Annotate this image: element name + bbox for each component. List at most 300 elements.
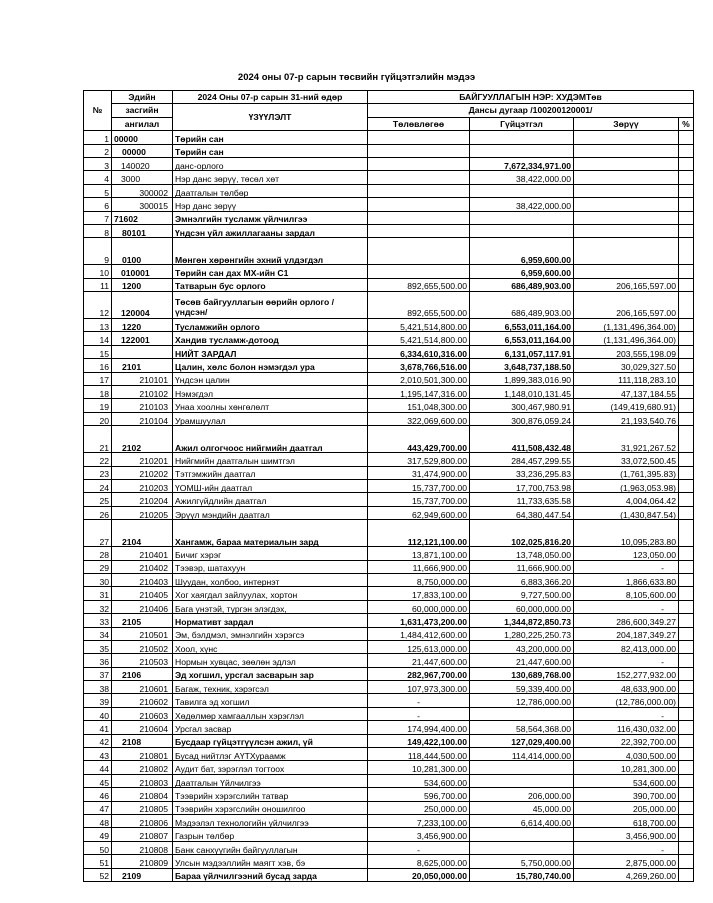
row-pct — [679, 801, 694, 814]
row-code: 00000 — [112, 144, 173, 157]
row-number: 15 — [84, 345, 112, 358]
row-diff — [574, 131, 679, 144]
table-row — [84, 600, 694, 613]
row-plan: 21,447,600.00 — [368, 654, 470, 667]
row-name: Урамшуулал — [173, 412, 368, 425]
header-pct: % — [679, 117, 694, 130]
table-row — [84, 841, 694, 854]
header-plan: Төлөвлөгөө — [368, 117, 470, 130]
table-row — [84, 761, 694, 774]
row-number: 7 — [84, 211, 112, 224]
row-code: 210203 — [112, 479, 173, 492]
row-name: Нэр данс зөрүү — [173, 198, 368, 211]
row-code: 210804 — [112, 788, 173, 801]
row-plan: 596,700.00 — [368, 788, 470, 801]
row-name: Төсөв байгууллагын өөрийн орлого /үндсэн/ — [173, 292, 368, 319]
row-name: Тээвэр, шатахуун — [173, 560, 368, 573]
table-row — [84, 426, 694, 453]
row-number: 2 — [84, 144, 112, 157]
row-code: 140020 — [112, 157, 173, 170]
row-actual: 1,899,383,016.90 — [470, 372, 574, 385]
row-name: Хангамж, бараа материалын зард — [173, 520, 368, 547]
table-row — [84, 278, 694, 291]
row-plan — [368, 144, 470, 157]
row-actual: 43,200,000.00 — [470, 640, 574, 653]
row-pct — [679, 506, 694, 519]
row-number: 41 — [84, 721, 112, 734]
row-number: 24 — [84, 479, 112, 492]
row-pct — [679, 345, 694, 358]
row-actual: 11,666,900.00 — [470, 560, 574, 573]
table-row — [84, 157, 694, 170]
row-number: 48 — [84, 814, 112, 827]
row-name: Хог хаягдал зайлуулах, хортон — [173, 587, 368, 600]
row-pct — [679, 386, 694, 399]
row-code: 2104 — [112, 520, 173, 547]
row-plan: 534,600.00 — [368, 774, 470, 787]
row-diff: 10,281,300.00 — [574, 761, 679, 774]
row-pct — [679, 238, 694, 265]
row-actual: 5,750,000.00 — [470, 855, 574, 868]
row-actual: 59,339,400.00 — [470, 681, 574, 694]
row-plan: 5,421,514,800.00 — [368, 332, 470, 345]
row-actual: 300,876,059.24 — [470, 412, 574, 425]
row-plan: 125,613,000.00 — [368, 640, 470, 653]
row-diff: (1,963,053.98) — [574, 479, 679, 492]
row-name: Үндсэн үйл ажиллагааны зардал — [173, 224, 368, 237]
row-name: данс-орлого — [173, 157, 368, 170]
row-diff: 48,633,900.00 — [574, 681, 679, 694]
row-pct — [679, 828, 694, 841]
row-number: 1 — [84, 131, 112, 144]
row-number: 16 — [84, 359, 112, 372]
row-name: Ажил олгогчоос нийгмийн даатгал — [173, 426, 368, 453]
row-code: 2109 — [112, 868, 173, 881]
row-pct — [679, 614, 694, 627]
row-code: 2106 — [112, 667, 173, 680]
row-number: 4 — [84, 171, 112, 184]
row-plan: 443,429,700.00 — [368, 426, 470, 453]
row-actual: 13,748,050.00 — [470, 547, 574, 560]
row-number: 18 — [84, 386, 112, 399]
row-diff: 123,050.00 — [574, 547, 679, 560]
row-pct — [679, 184, 694, 197]
row-number: 20 — [84, 412, 112, 425]
header-row-2 — [84, 104, 694, 117]
row-diff — [574, 144, 679, 157]
row-code: 210502 — [112, 640, 173, 653]
row-code: 300015 — [112, 198, 173, 211]
table-row — [84, 332, 694, 345]
row-pct — [679, 292, 694, 319]
budget-table — [83, 90, 694, 882]
row-number: 38 — [84, 681, 112, 694]
row-plan: 892,655,500.00 — [368, 278, 470, 291]
row-number: 23 — [84, 466, 112, 479]
row-actual: 6,883,366.20 — [470, 573, 574, 586]
row-code: 0100 — [112, 238, 173, 265]
row-plan — [368, 211, 470, 224]
row-diff: - — [574, 841, 679, 854]
row-pct — [679, 681, 694, 694]
table-row — [84, 774, 694, 787]
row-actual — [470, 184, 574, 197]
table-row — [84, 828, 694, 841]
row-actual: 21,447,600.00 — [470, 654, 574, 667]
row-plan: 17,833,100.00 — [368, 587, 470, 600]
row-diff: 203,555,198.09 — [574, 345, 679, 358]
row-pct — [679, 774, 694, 787]
row-diff: 116,430,032.00 — [574, 721, 679, 734]
table-row — [84, 224, 694, 237]
table-row — [84, 131, 694, 144]
row-diff: - — [574, 654, 679, 667]
row-name: Тусламжийн орлого — [173, 319, 368, 332]
row-name: НИЙТ ЗАРДАЛ — [173, 345, 368, 358]
row-name: Цалин, хөлс болон нэмэгдэл ура — [173, 359, 368, 372]
row-diff: 31,921,267.52 — [574, 426, 679, 453]
row-pct — [679, 278, 694, 291]
row-code: 210104 — [112, 412, 173, 425]
row-code: 210807 — [112, 828, 173, 841]
row-diff — [574, 265, 679, 278]
row-name: Унаа хоолны хөнгөлөлт — [173, 399, 368, 412]
row-plan: 8,625,000.00 — [368, 855, 470, 868]
table-row — [84, 211, 694, 224]
row-number: 33 — [84, 614, 112, 627]
row-diff: 618,700.00 — [574, 814, 679, 827]
row-diff — [574, 184, 679, 197]
row-pct — [679, 587, 694, 600]
row-diff: - — [574, 600, 679, 613]
table-body — [84, 91, 694, 882]
row-actual — [470, 707, 574, 720]
row-name: Төрийн сан — [173, 144, 368, 157]
row-plan — [368, 157, 470, 170]
row-plan: 1,484,412,600.00 — [368, 627, 470, 640]
row-number: 29 — [84, 560, 112, 573]
table-row — [84, 587, 694, 600]
row-code: 122001 — [112, 332, 173, 345]
row-number: 28 — [84, 547, 112, 560]
table-row — [84, 144, 694, 157]
row-code: 2102 — [112, 426, 173, 453]
row-actual: 686,489,903.00 — [470, 292, 574, 319]
row-name: Тэтгэмжийн даатгал — [173, 466, 368, 479]
row-name: Тээврийн хэрэгслийн татвар — [173, 788, 368, 801]
header-account: Дансы дугаар /100200120001/ — [368, 104, 694, 117]
row-code: 71602 — [112, 211, 173, 224]
row-code: 210808 — [112, 841, 173, 854]
row-diff: 534,600.00 — [574, 774, 679, 787]
row-actual: 15,780,740.00 — [470, 868, 574, 881]
row-actual: 284,457,299.55 — [470, 453, 574, 466]
row-pct — [679, 761, 694, 774]
row-plan: 7,233,100.00 — [368, 814, 470, 827]
row-pct — [679, 748, 694, 761]
row-pct — [679, 493, 694, 506]
report-title: 2024 оны 07-р сарын төсвийн гүйцэтгэлийн мэдээ — [237, 72, 476, 83]
row-plan: 322,069,600.00 — [368, 412, 470, 425]
row-code: 1200 — [112, 278, 173, 291]
table-row — [84, 520, 694, 547]
row-plan — [368, 224, 470, 237]
row-code: 210402 — [112, 560, 173, 573]
row-diff: 204,187,349.27 — [574, 627, 679, 640]
row-pct — [679, 198, 694, 211]
row-code: 2108 — [112, 734, 173, 747]
row-diff: 111,118,283.10 — [574, 372, 679, 385]
row-pct — [679, 560, 694, 573]
row-code: 1220 — [112, 319, 173, 332]
row-pct — [679, 426, 694, 453]
row-pct — [679, 157, 694, 170]
row-actual: 1,280,225,250.73 — [470, 627, 574, 640]
row-name: Тавилга эд хогшил — [173, 694, 368, 707]
row-pct — [679, 453, 694, 466]
row-name: Хоол, хүнс — [173, 640, 368, 653]
table-row — [84, 788, 694, 801]
header-code-line2: засгийн — [112, 104, 173, 117]
row-diff: 33,072,500.45 — [574, 453, 679, 466]
row-pct — [679, 868, 694, 881]
row-diff: 82,413,000.00 — [574, 640, 679, 653]
row-name: Нэмэгдэл — [173, 386, 368, 399]
row-code: 210806 — [112, 814, 173, 827]
row-number: 19 — [84, 399, 112, 412]
row-name: Татварын бус орлого — [173, 278, 368, 291]
row-plan: 3,678,766,516.00 — [368, 359, 470, 372]
row-diff: (1,131,496,364.00) — [574, 332, 679, 345]
row-plan: 250,000.00 — [368, 801, 470, 814]
row-pct — [679, 841, 694, 854]
row-number: 17 — [84, 372, 112, 385]
row-code: 210503 — [112, 654, 173, 667]
row-diff: 152,277,932.00 — [574, 667, 679, 680]
header-actual: Гүйцэтгэл — [470, 117, 574, 130]
row-plan — [368, 184, 470, 197]
row-actual: 411,508,432.48 — [470, 426, 574, 453]
row-diff: 4,269,260.00 — [574, 868, 679, 881]
table-row — [84, 372, 694, 385]
row-name: Нормын хувцас, зөөлөн эдлэл — [173, 654, 368, 667]
row-actual: 686,489,903.00 — [470, 278, 574, 291]
row-name: Тээврийн хэрэгслийн оношилгоо — [173, 801, 368, 814]
row-actual: 58,564,368.00 — [470, 721, 574, 734]
row-name: Бараа үйлчилгээний бусад зарда — [173, 868, 368, 881]
row-code: 210102 — [112, 386, 173, 399]
row-plan: 13,871,100.00 — [368, 547, 470, 560]
row-number: 6 — [84, 198, 112, 211]
row-name: Банк санхүүгийн байгууллагын — [173, 841, 368, 854]
row-code: 210101 — [112, 372, 173, 385]
header-no: № — [84, 91, 112, 131]
row-plan: 15,737,700.00 — [368, 479, 470, 492]
row-plan: 149,422,100.00 — [368, 734, 470, 747]
row-code: 00000 — [112, 131, 173, 144]
row-number: 34 — [84, 627, 112, 640]
row-number: 5 — [84, 184, 112, 197]
row-number: 39 — [84, 694, 112, 707]
header-diff: Зөрүү — [574, 117, 679, 130]
row-diff: 22,392,700.00 — [574, 734, 679, 747]
row-diff — [574, 238, 679, 265]
row-pct — [679, 171, 694, 184]
row-actual: 6,553,011,164.00 — [470, 319, 574, 332]
row-code: 210103 — [112, 399, 173, 412]
header-org: БАЙГУУЛЛАГЫН НЭР: ХУДЭМТөв — [368, 91, 694, 104]
table-row — [84, 855, 694, 868]
table-row — [84, 399, 694, 412]
row-plan: 107,973,300.00 — [368, 681, 470, 694]
row-code: 210204 — [112, 493, 173, 506]
row-plan: 31,474,900.00 — [368, 466, 470, 479]
row-plan: 892,655,500.00 — [368, 292, 470, 319]
row-actual: 64,380,447.54 — [470, 506, 574, 519]
row-number: 21 — [84, 426, 112, 453]
row-pct — [679, 372, 694, 385]
row-number: 11 — [84, 278, 112, 291]
row-name: Нормативт зардал — [173, 614, 368, 627]
row-plan: 5,421,514,800.00 — [368, 319, 470, 332]
row-code: 210405 — [112, 587, 173, 600]
row-code: 210602 — [112, 694, 173, 707]
header-date: 2024 Оны 07-р сарын 31-ний өдөр — [173, 91, 368, 104]
table-row — [84, 238, 694, 265]
row-name: Газрын төлбөр — [173, 828, 368, 841]
table-row — [84, 547, 694, 560]
row-plan: 3,456,900.00 — [368, 828, 470, 841]
row-pct — [679, 224, 694, 237]
row-diff: (149,419,680.91) — [574, 399, 679, 412]
row-pct — [679, 520, 694, 547]
row-diff: 2,875,000.00 — [574, 855, 679, 868]
row-name: Хандив тусламж-дотоод — [173, 332, 368, 345]
row-code: 210809 — [112, 855, 173, 868]
row-actual: 6,959,600.00 — [470, 238, 574, 265]
row-pct — [679, 855, 694, 868]
row-plan: 317,529,800.00 — [368, 453, 470, 466]
row-code — [112, 345, 173, 358]
header-indicator: ҮЗҮҮЛЭЛТ — [173, 104, 368, 131]
row-number: 40 — [84, 707, 112, 720]
row-name: Даатгалын төлбөр — [173, 184, 368, 197]
row-diff — [574, 171, 679, 184]
row-number: 43 — [84, 748, 112, 761]
row-code: 2105 — [112, 614, 173, 627]
row-actual: 130,689,768.00 — [470, 667, 574, 680]
row-actual: 9,727,500.00 — [470, 587, 574, 600]
row-number: 49 — [84, 828, 112, 841]
row-code: 210403 — [112, 573, 173, 586]
row-code: 010001 — [112, 265, 173, 278]
row-number: 30 — [84, 573, 112, 586]
table-row — [84, 506, 694, 519]
row-number: 36 — [84, 654, 112, 667]
row-actual: 7,672,334,971.00 — [470, 157, 574, 170]
row-actual — [470, 224, 574, 237]
row-code: 210803 — [112, 774, 173, 787]
row-plan — [368, 198, 470, 211]
row-code: 210401 — [112, 547, 173, 560]
row-diff: (1,430,847.54) — [574, 506, 679, 519]
row-actual: 11,733,635.58 — [470, 493, 574, 506]
row-actual — [470, 144, 574, 157]
row-plan: 118,444,500.00 — [368, 748, 470, 761]
row-number: 13 — [84, 319, 112, 332]
row-name: Мөнгөн хөрөнгийн эхний үлдэгдэл — [173, 238, 368, 265]
row-plan: - — [368, 694, 470, 707]
row-code: 210603 — [112, 707, 173, 720]
row-plan: - — [368, 707, 470, 720]
row-actual — [470, 761, 574, 774]
table-row — [84, 814, 694, 827]
row-plan: 112,121,100.00 — [368, 520, 470, 547]
row-name: Нэр данс зөрүү, төсөл хөт — [173, 171, 368, 184]
row-actual: 45,000.00 — [470, 801, 574, 814]
row-diff: (12,786,000.00) — [574, 694, 679, 707]
table-row — [84, 573, 694, 586]
row-name: Бичиг хэрэг — [173, 547, 368, 560]
table-row — [84, 734, 694, 747]
row-number: 50 — [84, 841, 112, 854]
row-diff: - — [574, 707, 679, 720]
row-plan: 151,048,300.00 — [368, 399, 470, 412]
row-diff: 10,095,283.80 — [574, 520, 679, 547]
row-plan: 8,750,000.00 — [368, 573, 470, 586]
row-number: 8 — [84, 224, 112, 237]
row-pct — [679, 788, 694, 801]
table-row — [84, 265, 694, 278]
table-row — [84, 667, 694, 680]
row-code: 2101 — [112, 359, 173, 372]
row-diff: 206,165,597.00 — [574, 292, 679, 319]
row-pct — [679, 359, 694, 372]
row-diff: (1,761,395.83) — [574, 466, 679, 479]
row-plan: 20,050,000.00 — [368, 868, 470, 881]
row-name: Нийгмийн даатгалын шимтгэл — [173, 453, 368, 466]
table-row — [84, 493, 694, 506]
row-number: 12 — [84, 292, 112, 319]
row-pct — [679, 814, 694, 827]
row-pct — [679, 399, 694, 412]
row-actual: 3,648,737,188.50 — [470, 359, 574, 372]
row-number: 46 — [84, 788, 112, 801]
table-row — [84, 479, 694, 492]
row-code: 210205 — [112, 506, 173, 519]
row-diff — [574, 224, 679, 237]
row-number: 9 — [84, 238, 112, 265]
row-pct — [679, 265, 694, 278]
row-number: 51 — [84, 855, 112, 868]
row-plan: 2,010,501,300.00 — [368, 372, 470, 385]
row-number: 37 — [84, 667, 112, 680]
row-number: 47 — [84, 801, 112, 814]
row-diff: 206,165,597.00 — [574, 278, 679, 291]
row-pct — [679, 694, 694, 707]
row-plan — [368, 265, 470, 278]
row-plan: 6,334,610,316.00 — [368, 345, 470, 358]
table-row — [84, 345, 694, 358]
row-diff: (1,131,496,364.00) — [574, 319, 679, 332]
row-number: 32 — [84, 600, 112, 613]
row-name: Төрийн сан — [173, 131, 368, 144]
row-name: Аудит бат, зэрэглэл тогтоох — [173, 761, 368, 774]
table-row — [84, 292, 694, 319]
row-code: 210604 — [112, 721, 173, 734]
row-pct — [679, 412, 694, 425]
row-pct — [679, 332, 694, 345]
